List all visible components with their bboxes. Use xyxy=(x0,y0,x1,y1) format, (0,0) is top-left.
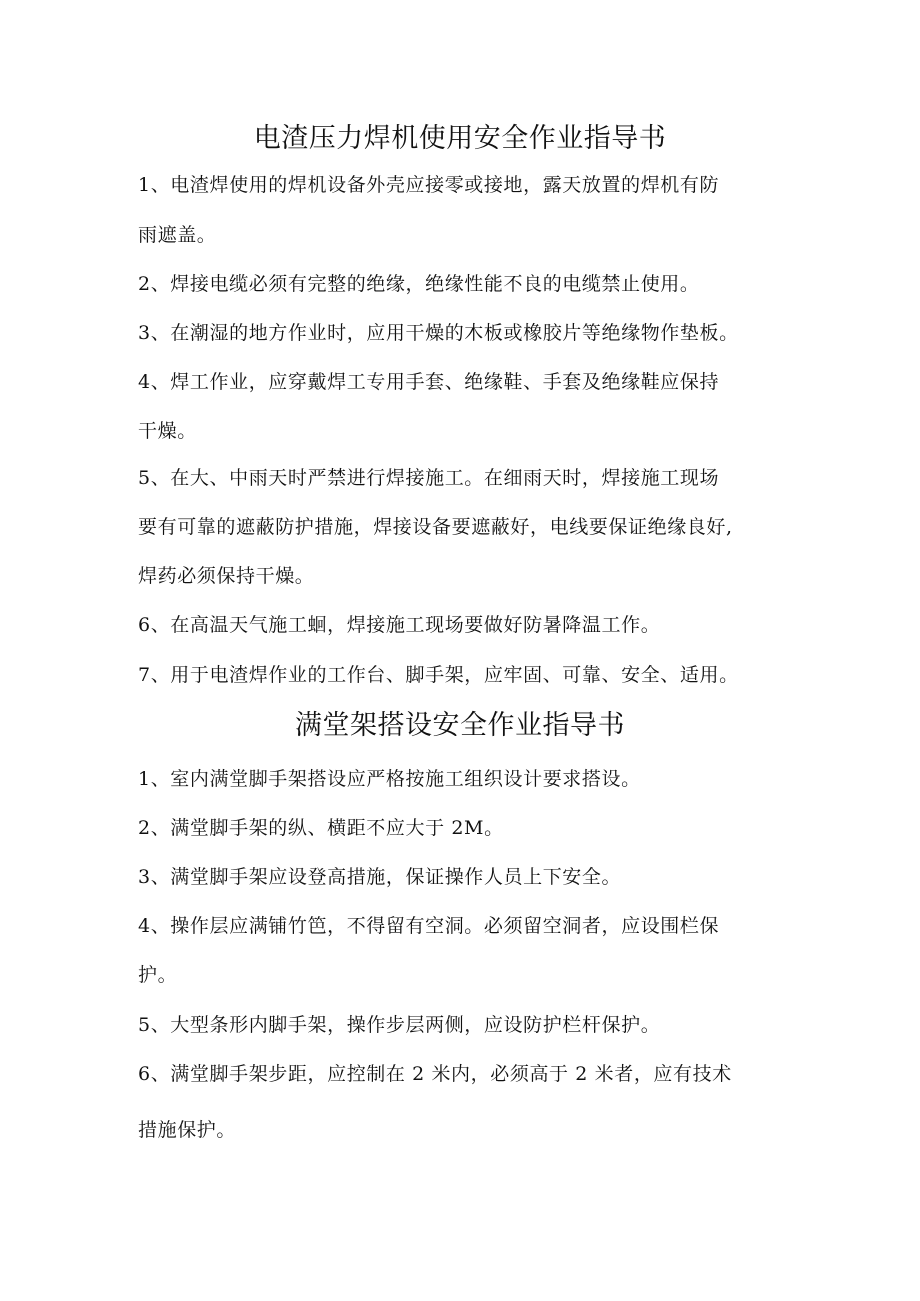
paragraph-line: 2、满堂脚手架的纵、横距不应大于 2M。 xyxy=(138,817,504,839)
paragraph-line: 3、满堂脚手架应设登高措施，保证操作人员上下安全。 xyxy=(138,866,622,888)
paragraph-line: 5、在大、中雨天时严禁进行焊接施工。在细雨天时，焊接施工现场 xyxy=(138,467,720,489)
paragraph-line: 4、焊工作业，应穿戴焊工专用手套、绝缘鞋、手套及绝缘鞋应保持 xyxy=(138,371,720,393)
paragraph-line: 措施保护。 xyxy=(138,1119,237,1141)
paragraph-line: 4、操作层应满铺竹笆，不得留有空洞。必须留空洞者，应设围栏保 xyxy=(138,915,720,937)
section-title-welding: 电渣压力焊机使用安全作业指导书 xyxy=(253,123,667,154)
section-title-scaffold: 满堂架搭设安全作业指导书 xyxy=(295,710,625,741)
paragraph-line: 护。 xyxy=(138,964,178,986)
paragraph-line: 要有可靠的遮蔽防护措施，焊接设备要遮蔽好，电线要保证绝缘良好, xyxy=(138,516,733,538)
paragraph-line: 焊药必须保持干燥。 xyxy=(138,565,315,587)
paragraph-line: 6、在高温天气施工蛔，焊接施工现场要做好防暑降温工作。 xyxy=(138,614,661,636)
paragraph-line: 干燥。 xyxy=(138,420,197,442)
paragraph-line: 3、在潮湿的地方作业时，应用干燥的木板或橡胶片等绝缘物作垫板。 xyxy=(138,322,739,344)
paragraph-line: 2、焊接电缆必须有完整的绝缘，绝缘性能不良的电缆禁止使用。 xyxy=(138,273,700,295)
paragraph-line: 1、室内满堂脚手架搭设应严格按施工组织设计要求搭设。 xyxy=(138,768,641,790)
paragraph-line: 6、满堂脚手架步距，应控制在 2 米内，必须高于 2 米者，应有技术 xyxy=(138,1063,732,1085)
paragraph-line: 7、用于电渣焊作业的工作台、脚手架，应牢固、可靠、安全、适用。 xyxy=(138,664,739,686)
paragraph-line: 1、电渣焊使用的焊机设备外壳应接零或接地，露天放置的焊机有防 xyxy=(138,174,720,196)
paragraph-line: 雨遮盖。 xyxy=(138,224,217,246)
paragraph-line: 5、大型条形内脚手架，操作步层两侧，应设防护栏杆保护。 xyxy=(138,1014,661,1036)
